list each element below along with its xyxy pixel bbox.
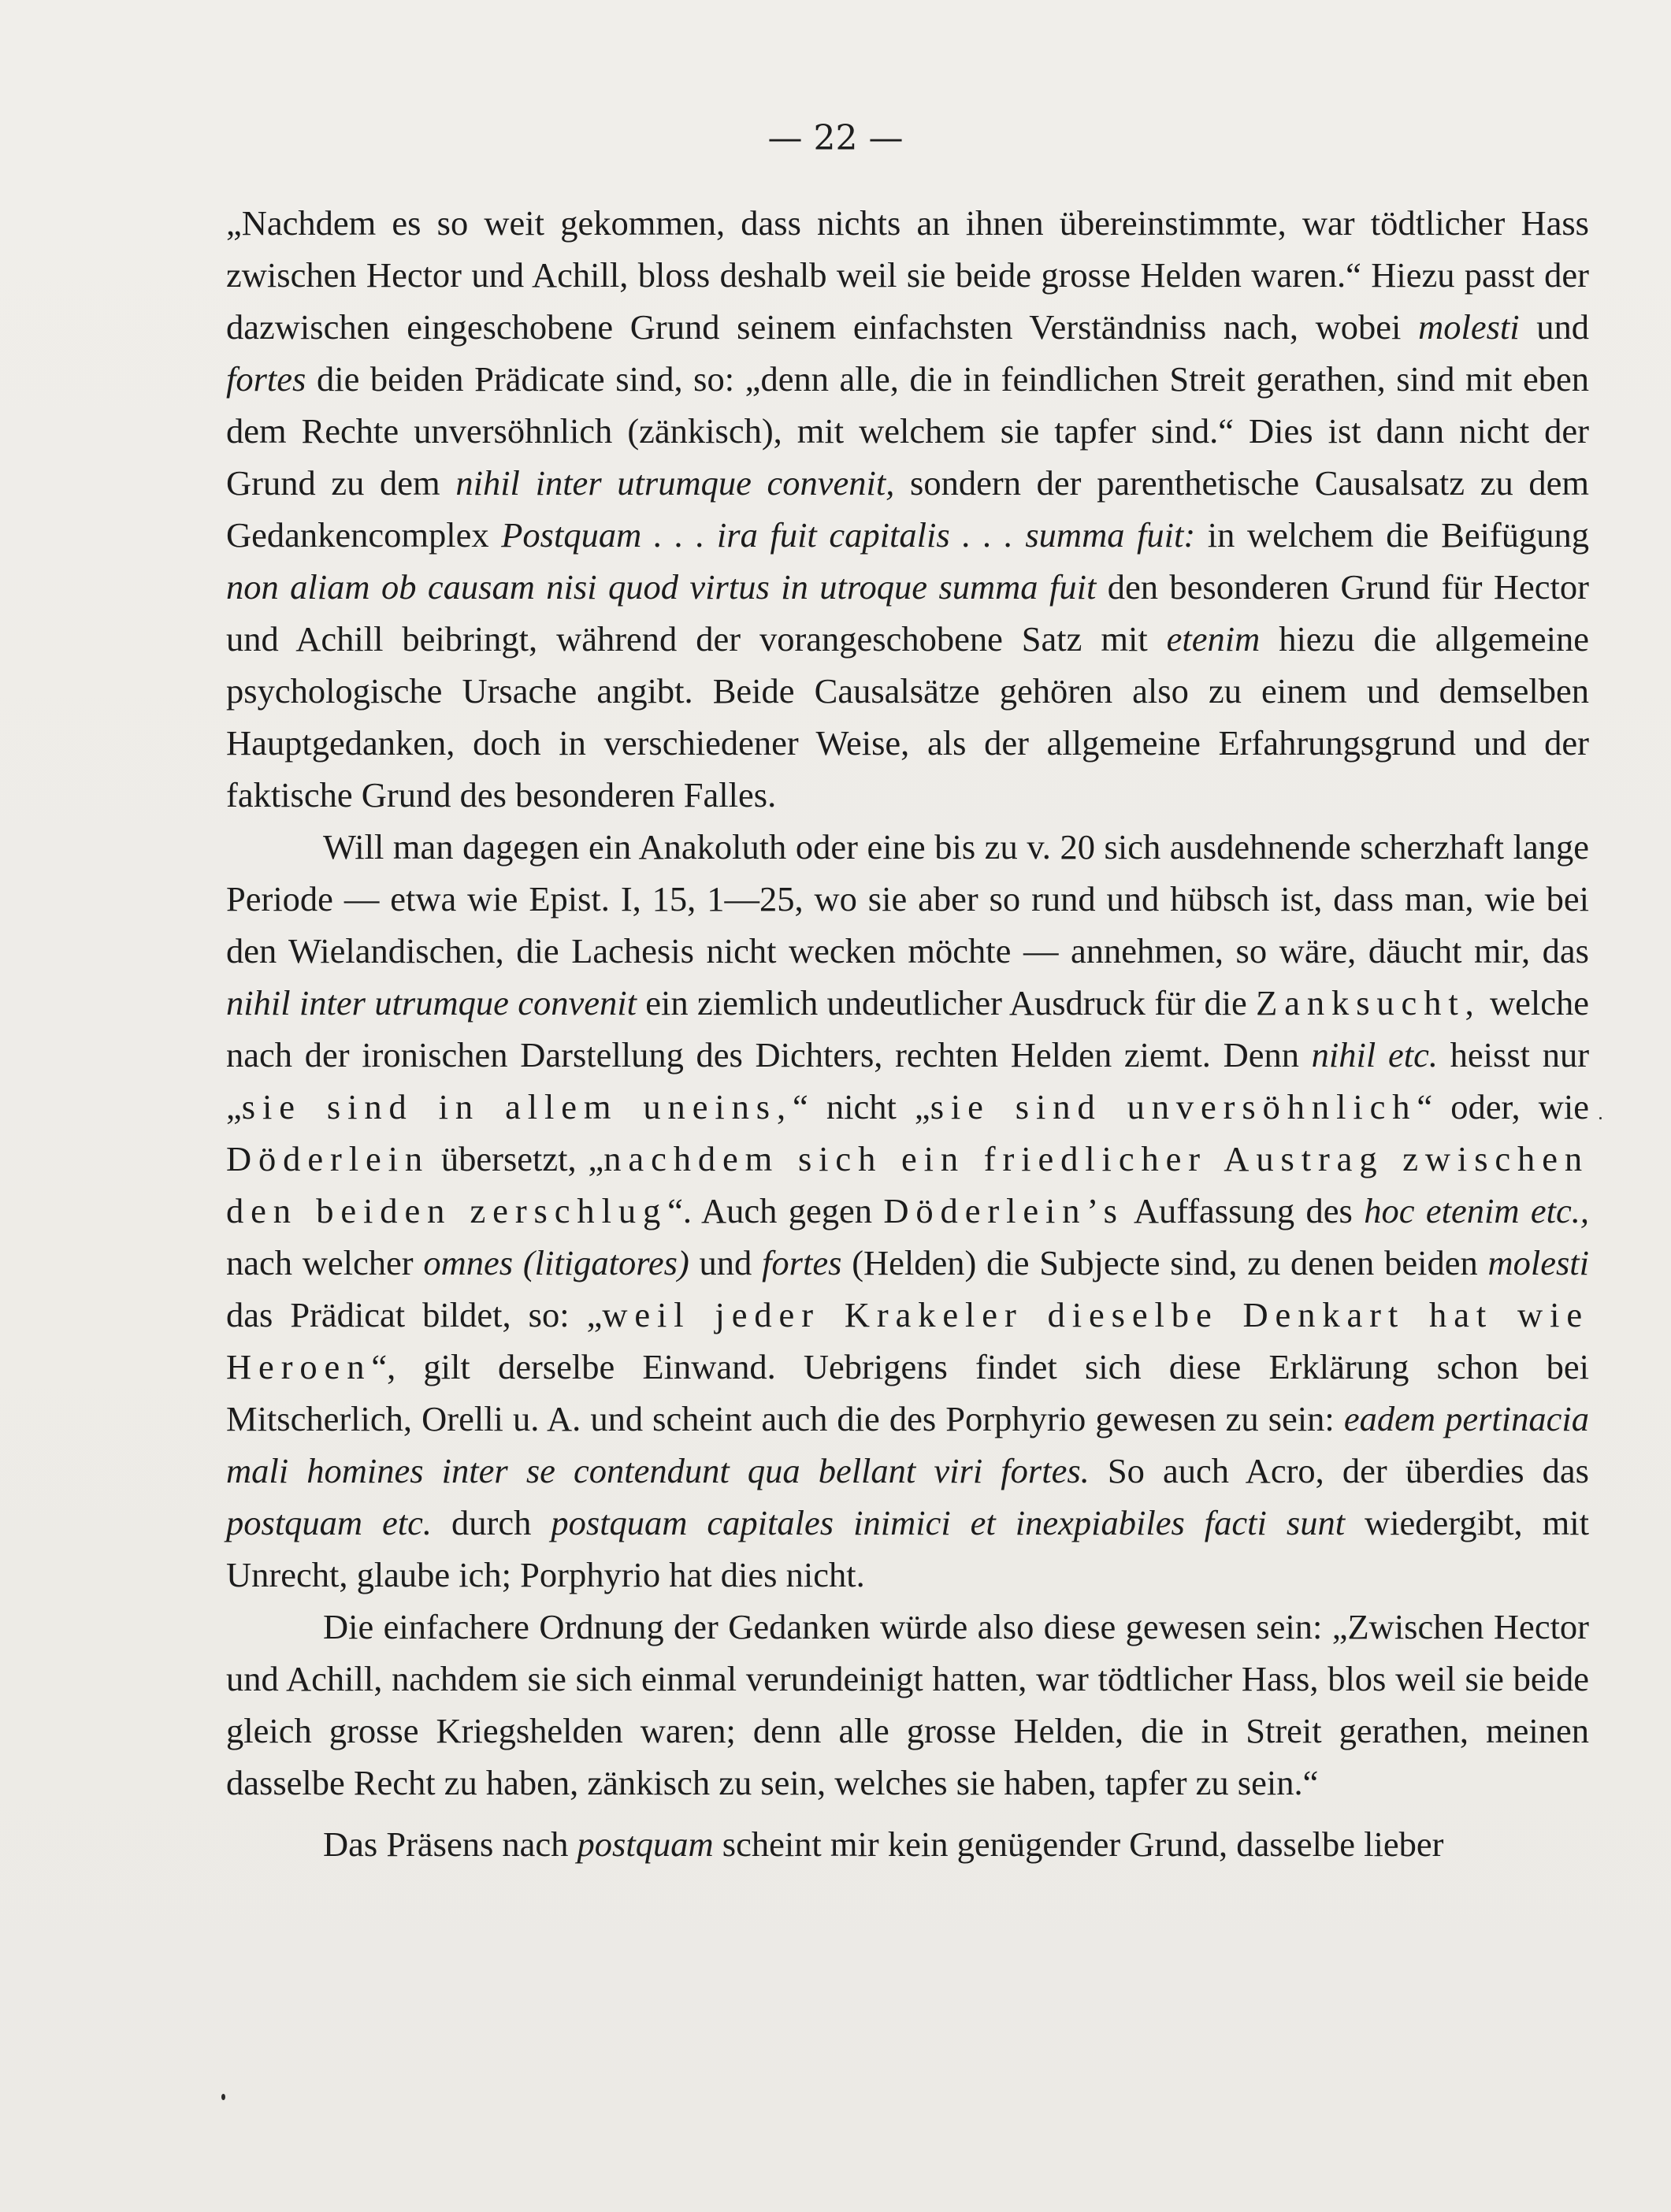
italic-run: postquam capitales inimici et inexpiabiles facti sunt: [551, 1503, 1346, 1542]
italic-run: molesti: [1418, 307, 1520, 347]
text-run: den besonderen Grund für Hector und Achill beibringt, während der vorangeschobene Satz mit: [226, 567, 1589, 659]
text-run: Will man dagegen ein Anakoluth oder eine bis zu v. 20 sich ausdehnende scherzhaft lange Periode — etwa wie Epist. I, 15, 1—25, wo sie aber so rund und hübsch ist, dass man, wie bei den Wielandischen, die Lachesis nicht wecken möchte — annehmen, so wäre, däucht mir, das: [226, 827, 1589, 971]
text-run: und: [689, 1243, 763, 1282]
text-run: das Prädicat bildet, so: „: [226, 1295, 603, 1334]
spaced-run: Döderlein: [226, 1139, 430, 1178]
page-number: — 22 —: [767, 118, 904, 158]
text-run: übersetzt, „: [429, 1139, 604, 1178]
text-run: durch: [432, 1503, 551, 1542]
text-run: “ oder, wie: [1417, 1087, 1590, 1126]
text-run: in welchem die Beifügung: [1195, 515, 1590, 555]
body-text: [226, 197, 1589, 1870]
paragraph: [226, 1818, 1589, 1870]
text-run: “, gilt derselbe Einwand. Uebrigens findet sich diese Erklärung schon bei Mitscherlich, Orelli u. A. und scheint auch die des Porphyrio gewesen zu sein:: [226, 1347, 1589, 1438]
text-run: hiezu die allgemeine psychologische Ursache angibt. Beide Causalsätze gehören also zu einem und demselben Hauptgedanken, doch in verschiedener Weise, als der allgemeine Erfahrungsgrund und der faktische Grund des besonderen Falles.: [226, 619, 1589, 815]
text-run: ein ziemlich undeutlicher Ausdruck für die: [636, 983, 1257, 1022]
text-run: „Nachdem es so weit gekommen, dass nichts an ihnen übereinstimmte, war tödtlicher Hass zwischen Hector und Achill, bloss deshalb weil sie beide grosse Helden waren.“ Hiezu passt der dazwischen eingeschobene Grund seinem einfachsten Verständniss nach, wobei: [226, 203, 1589, 347]
italic-run: nihil etc.: [1311, 1035, 1438, 1074]
scan-speck: [1599, 1117, 1602, 1119]
italic-run: etenim: [1166, 619, 1261, 659]
italic-run: postquam etc.: [226, 1503, 433, 1542]
text-run: Auffassung des: [1123, 1191, 1365, 1230]
scan-speck: [221, 2094, 225, 2100]
spaced-run: sie sind unversöhnlich: [930, 1087, 1417, 1126]
text-run: die beiden Prädicate sind, so: „denn alle, die in feindlichen Streit gerathen, sind mit eben dem Rechte unversöhnlich (zänkisch), mit welchem sie tapfer sind.“ Dies ist dann nicht der Grund zu dem: [226, 359, 1589, 503]
spaced-run: Zanksucht,: [1256, 983, 1481, 1022]
italic-run: non aliam ob causam nisi quod virtus in utroque summa fuit: [226, 567, 1097, 607]
italic-run: hoc etenim etc.,: [1364, 1191, 1590, 1230]
italic-run: Postquam . . . ira fuit capitalis . . . summa fuit:: [501, 515, 1196, 555]
italic-run: fortes: [762, 1243, 842, 1282]
italic-run: molesti: [1487, 1243, 1590, 1282]
italic-run: postquam: [577, 1824, 714, 1864]
text-run: welche nach der ironischen Darstellung des Dichters, rechten Helden ziemt. Denn: [226, 983, 1589, 1074]
italic-run: nihil inter utrumque convenit,: [455, 463, 895, 503]
spaced-run: nachdem sich ein friedlicher Austrag zwischen den beiden zerschlug: [226, 1139, 1590, 1230]
text-run: und: [1519, 307, 1590, 347]
italic-run: fortes: [226, 359, 306, 399]
text-run: scheint mir kein genügender Grund, dasselbe lieber: [713, 1824, 1444, 1864]
text-run: sondern der parenthetische Causalsatz zu dem Gedankencomplex: [226, 463, 1589, 555]
spaced-run: Döderlein’s: [883, 1191, 1124, 1230]
paragraph: [226, 1601, 1589, 1809]
text-run: So auch Acro, der überdies das: [1089, 1451, 1589, 1490]
spaced-run: weil jeder Krakeler dieselbe Denkart hat wie Heroen: [226, 1295, 1589, 1386]
text-run: Das Präsens nach: [323, 1824, 577, 1864]
text-run: “ nicht „: [793, 1087, 930, 1126]
italic-run: nihil inter utrumque convenit: [226, 983, 637, 1022]
text-run: nach welcher: [226, 1243, 424, 1282]
paragraph: [226, 821, 1589, 1601]
text-run: Die einfachere Ordnung der Gedanken würde also diese gewesen sein: „Zwischen Hector und Achill, nachdem sie sich einmal verundeinigt hatten, war tödtlicher Hass, blos weil sie beide gleich grosse Kriegshelden waren; denn alle grosse Helden, die in Streit gerathen, meinen dasselbe Recht zu haben, zänkisch zu sein, welches sie haben, tapfer zu sein.“: [226, 1607, 1589, 1802]
text-run: wiedergibt, mit Unrecht, glaube ich; Porphyrio hat dies nicht.: [226, 1503, 1590, 1594]
italic-run: eadem pertinacia mali homines inter se contendunt qua bellant viri fortes.: [226, 1399, 1589, 1490]
text-run: heisst nur „: [226, 1035, 1590, 1126]
text-run: “. Auch gegen: [667, 1191, 884, 1230]
spaced-run: sie sind in allem uneins,: [241, 1087, 793, 1126]
text-run: (Helden) die Subjecte sind, zu denen beiden: [841, 1243, 1488, 1282]
paragraph: [226, 197, 1589, 821]
italic-run: omnes (litigatores): [423, 1243, 689, 1282]
